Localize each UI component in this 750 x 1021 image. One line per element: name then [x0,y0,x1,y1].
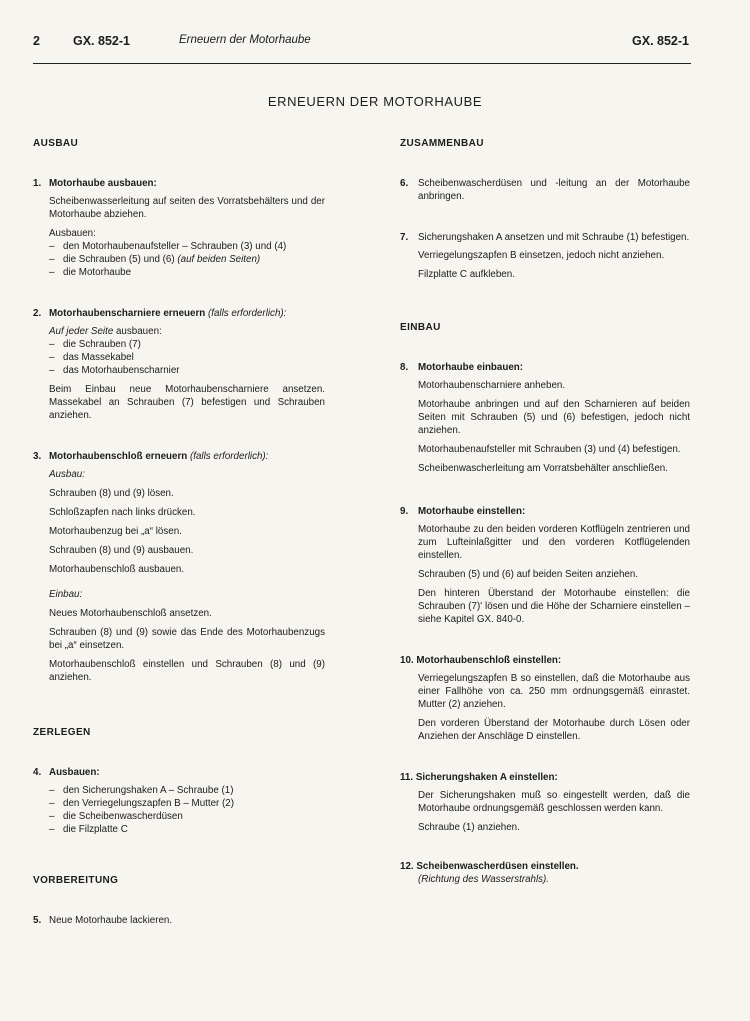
paragraph: Den hinteren Überstand der Motorhaube einstellen: die Schrauben (7)' lösen und die Höhe der Scharniere einstellen – siehe Kapitel GX. 840-0. [418,588,690,625]
step-heading: Sicherungshaken A einstellen: [415,772,558,783]
step-number: 9. [400,506,409,517]
step-heading: Motorhaubenschloß erneuern [49,451,188,462]
paragraph: Beim Einbau neue Motorhaubenscharniere ansetzen. Massekabel an Schrauben (7) befestigen und Schrauben anziehen. [49,384,325,421]
paragraph: Neues Motorhaubenschloß ansetzen. [49,608,212,619]
step-heading: Scheibenwascherdüsen einstellen. [416,861,579,872]
paragraph: Schrauben (5) und (6) auf beiden Seiten anziehen. [418,569,639,580]
paragraph: Schrauben (8) und (9) ausbauen. [49,545,194,556]
step-number: 7. [400,232,409,243]
step-11 [400,771,690,834]
dash-list [49,338,325,377]
paragraph: Motorhaubenaufsteller mit Schrauben (3) und (4) befestigen. [418,444,681,455]
section-heading-vorbereitung: VORBEREITUNG [33,875,119,886]
step-heading: Motorhaubenscharniere erneuern [49,308,206,319]
paragraph: Motorhaube anbringen und auf den Scharnieren auf beiden Seiten mit Schrauben (5) und (6) befestigen, jedoch nicht anziehen. [418,399,690,436]
paragraph: Filzplatte C aufkleben. [418,269,515,280]
step-title [400,505,690,518]
step-title [400,654,690,667]
running-title: Erneuern der Motorhaube [179,34,311,46]
list-item: – die Motorhaube [49,266,325,279]
subheading-ausbau: Ausbau: [49,469,85,480]
page-number: 2 [33,34,40,48]
list-item: – das Motorhaubenscharnier [49,364,325,377]
header-divider [33,63,691,64]
step-number: 11. [400,772,414,783]
step-number: 12. [400,861,414,872]
page-title: ERNEUERN DER MOTORHAUBE [267,94,483,109]
list-item: – die Scheibenwascherdüsen [49,810,325,823]
step-6 [400,177,690,203]
list-item: – den Motorhaubenaufsteller – Schrauben (3) und (4) [49,240,325,253]
step-12 [400,860,690,886]
step-heading: Ausbauen: [49,767,100,778]
paragraph: Motorhaube zu den beiden vorderen Kotflügeln zentrieren und zum Lufteinlaßgitter und den vorderen Kotflügelenden einstellen. [418,524,690,561]
paragraph: Der Sicherungshaken muß so eingestellt werden, daß die Motorhaube ordnungsgemäß geschlossen werden kann. [418,790,690,814]
right-column [400,137,690,908]
step-3 [33,450,325,684]
list-item: – das Massekabel [49,351,325,364]
doc-code-right: GX. 852-1 [632,34,689,48]
paragraph: Scheibenwasserleitung auf seiten des Vorratsbehälters und der Motorhaube abziehen. [49,196,325,220]
subheading-einbau: Einbau: [49,589,83,600]
step-title [400,361,690,374]
step-title [400,177,690,203]
paragraph: Motorhaubenzug bei „a“ lösen. [49,526,182,537]
step-number: 10. [400,655,414,666]
list-item: – den Verriegelungszapfen B – Mutter (2) [49,797,325,810]
step-title [33,914,325,927]
list-item: – die Schrauben (7) [49,338,325,351]
section-heading-zusammenbau: ZUSAMMENBAU [400,138,484,149]
paragraph: Schraube (1) anziehen. [418,822,520,833]
step-number: 2. [33,308,42,319]
step-9 [400,505,690,626]
step-number: 3. [33,451,42,462]
step-2 [33,307,325,422]
list-item: – die Schrauben (5) und (6) (auf beiden Seiten) [49,253,325,266]
step-heading: Motorhaubenschloß einstellen: [416,655,562,666]
paragraph: Motorhaubenschloß ausbauen. [49,564,185,575]
step-number: 8. [400,362,409,373]
step-number: 1. [33,178,42,189]
step-8 [400,361,690,475]
step-heading: Motorhaube einstellen: [418,506,526,517]
left-column [33,137,325,949]
step-text: Scheibenwascherdüsen und -leitung an der Motorhaube anbringen. [418,178,690,202]
step-title [33,307,325,320]
paragraph: Motorhaubenschloß einstellen und Schrauben (8) und (9) anziehen. [49,659,325,683]
paragraph: Schloßzapfen nach links drücken. [49,507,196,518]
step-4 [33,766,325,836]
step-note: (Richtung des Wasserstrahls). [418,874,550,885]
step-title [33,177,325,190]
step-title [400,231,690,244]
paragraph: Schrauben (8) und (9) lösen. [49,488,174,499]
paragraph: Verriegelungszapfen B so einstellen, daß die Motorhaube aus einer Fallhöhe von ca. 250 mm ordnungsgemäß einrastet. Mutter (2) anziehen. [418,673,690,710]
step-text: Neue Motorhaube lackieren. [49,915,173,926]
doc-code-left: GX. 852-1 [73,34,130,48]
step-10 [400,654,690,743]
step-title [33,450,325,463]
paragraph: Ausbauen: [49,228,96,239]
page-header [33,34,689,50]
step-number: 5. [33,915,42,926]
paragraph: Motorhaubenscharniere anheben. [418,380,566,391]
list-item: – den Sicherungshaken A – Schraube (1) [49,784,325,797]
paragraph: Schrauben (8) und (9) sowie das Ende des Motorhaubenzugs bei „a“ einsetzen. [49,627,325,651]
paragraph: Auf jeder Seite ausbauen: [49,326,162,337]
step-number: 4. [33,767,42,778]
section-heading-zerlegen: ZERLEGEN [33,727,91,738]
step-number: 6. [400,178,409,189]
step-heading-note: (falls erforderlich): [190,451,269,462]
dash-list [49,784,325,836]
step-5 [33,914,325,927]
paragraph: Den vorderen Überstand der Motorhaube durch Lösen oder Anziehen der Anschläge D einstellen. [418,718,690,742]
step-heading-note: (falls erforderlich): [207,308,287,319]
step-text: Sicherungshaken A ansetzen und mit Schraube (1) befestigen. [418,232,690,243]
list-item: – die Filzplatte C [49,823,325,836]
step-1 [33,177,325,279]
section-heading-einbau: EINBAU [400,322,441,333]
dash-list [49,240,325,279]
paragraph: Scheibenwascherleitung am Vorratsbehälter anschließen. [418,463,668,474]
step-title [400,771,690,784]
section-heading-ausbau: AUSBAU [33,138,79,149]
step-title [400,860,690,873]
list-item-note: (auf beiden Seiten) [177,254,261,265]
step-heading: Motorhaube ausbauen: [49,178,157,189]
step-title [33,766,325,779]
step-7 [400,231,690,281]
paragraph: Verriegelungszapfen B einsetzen, jedoch nicht anziehen. [418,250,665,261]
step-heading: Motorhaube einbauen: [418,362,524,373]
